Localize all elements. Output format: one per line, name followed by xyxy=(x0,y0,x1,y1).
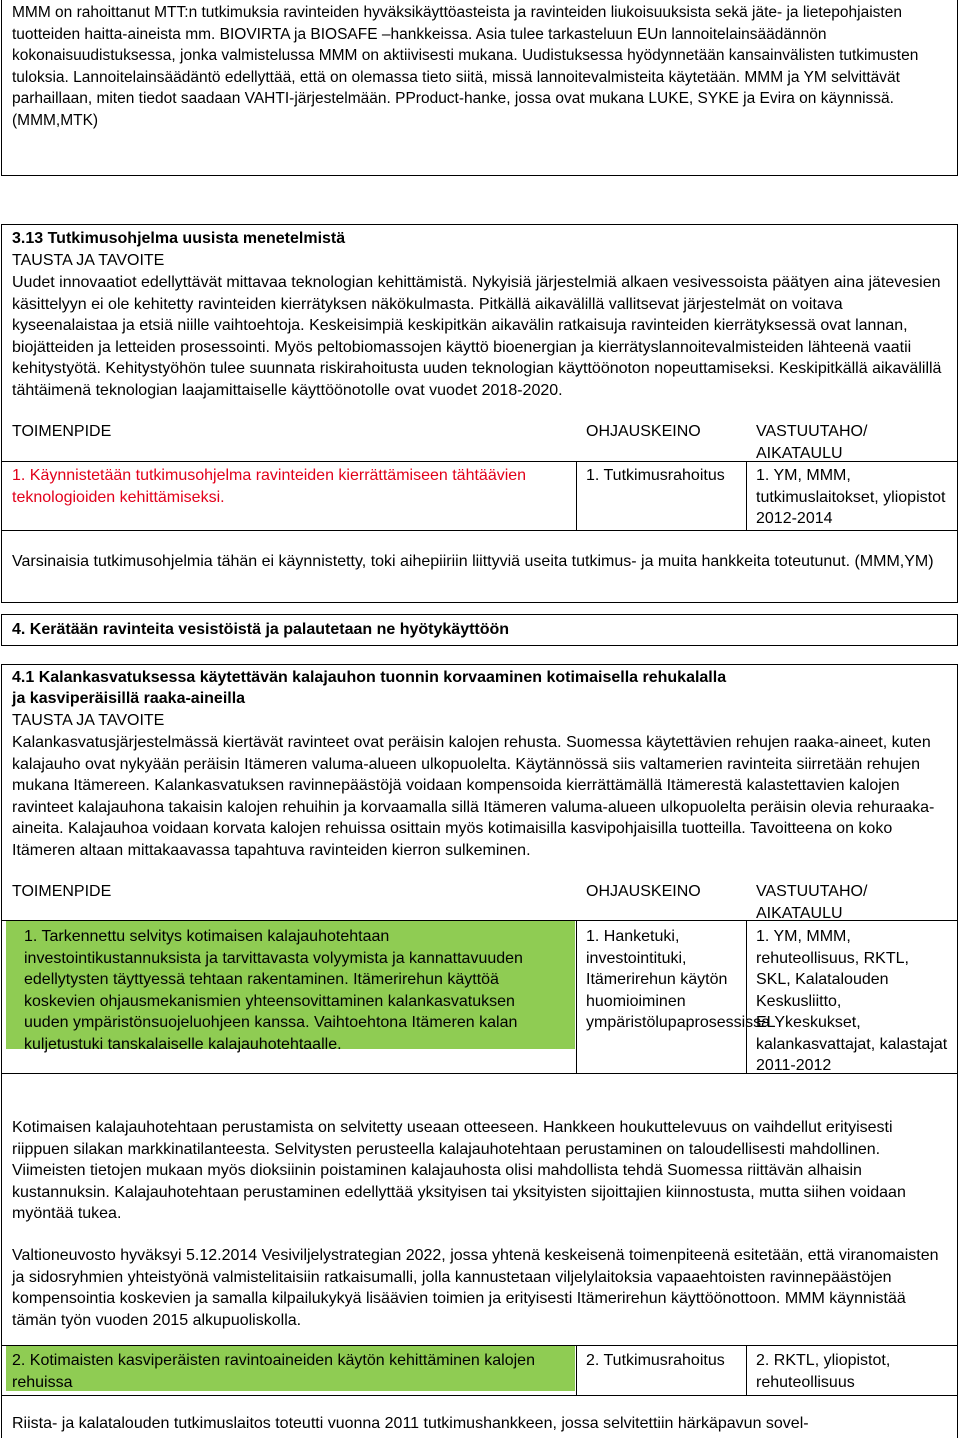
note-1: Kotimaisen kalajauhotehtaan perustamista on selvitetty useaan otteeseen. Hankkeen houkuttelevuus on vaihdellut erityisesti riippuen silakan markkinatilanteesta. Selvitysten perusteella kalajauhotehtaan perustaminen on taloudellisesti mahdollinen. Viimeisten tietojen mukaan myös dioksiinin poistaminen kalajauhosta olisi mahdollista tehdä Suomessa riittävän alhaisin kustannuksin. Kalajauhotehtaan perustaminen edellyttää yksityisen tai yksityisten sijoittajien kiinnostusta, mutta siihen voidaan myöntää tukea. xyxy=(12,1119,906,1222)
col-header-instrument: OHJAUSKEINO xyxy=(586,883,701,900)
note-3: Riista- ja kalatalouden tutkimuslaitos toteutti vuonna 2011 tutkimushankkeen, jossa selvitettiin härkäpavun sovel- xyxy=(12,1415,809,1432)
col-header-measure: TOIMENPIDE xyxy=(12,883,112,900)
divider xyxy=(2,1395,957,1396)
col-header-schedule: AIKATAULU xyxy=(756,445,843,462)
responsible-1: 1. YM, MMM, tutkimuslaitokset, yliopistot 2012-2014 xyxy=(756,467,946,527)
section-313-box xyxy=(1,224,958,603)
note-2: Valtioneuvosto hyväksyi 5.12.2014 Vesiviljelystrategian 2022, jossa yhtenä keskeisenä toimenpiteenä esitetään, että viranomaisten ja sidosryhmien yhteistyönä valmistelitaisiin ratkaisumalli, jolla kannustetaan viljelylaitoksia vapaaehtoisten ravinnepäästöjen kompensointia koskevien ja samalla kilpailukykyä lisäävien toimien ja erityisesti Itämerirehun käyttöönottoon. MMM käynnistää tämän työn vuoden 2015 alkupuoliskolla. xyxy=(12,1247,939,1329)
instrument-2: 2. Tutkimusrahoitus xyxy=(586,1352,725,1369)
measure-1: 1. Tarkennettu selvitys kotimaisen kalajauhotehtaan investointikustannuksista ja tarvittavasta volyymista ja kannattavuuden edellytysten täyttyessä tehtaan rakentaminen. Itämerirehun käyttöä koskevien ohjausmekanismien yhteensovittaminen kalankasvatuksen uuden ympäristönsuojeluohjeen kanssa. Vaihtoehtona Itämeren kalan kuljetustuki tanskalaiselle kalajauhotehtaalle. xyxy=(24,928,523,1053)
col-header-responsible: VASTUUTAHO/ xyxy=(756,883,868,900)
col-header-schedule: AIKATAULU xyxy=(756,905,843,922)
col-header-instrument: OHJAUSKEINO xyxy=(586,423,701,440)
section-313-note: Varsinaisia tutkimusohjelmia tähän ei käynnistetty, toki aihepiiriin liittyviä useita tutkimus- ja muita hankkeita toteutunut. (MMM,YM) xyxy=(12,553,934,570)
instrument-1: 1. Hanketuki, investointituki, Itämerirehun käytön huomioiminen ympäristölupaprosessissa xyxy=(586,928,771,1031)
section-313-body: Uudet innovaatiot edellyttävät mittavaa teknologian kehittämistä. Nykyisiä järjestelmiä alkaen vesivessoista päätyen aina jätevesien käsittelyyn ei ole kehitetty ravinteiden kierrätyksen näkökulmasta. Pitkällä aikavälillä vallitsevat järjestelmät on voitava kyseenalaistaa ja etsiä niille vaihtoehtoja. Keskeisimpiä keskipitkän aikavälin ratkaisuja ravinteiden kierrätyksessä ovat lannan, biojätteiden ja letteiden prosessointi. Myös peltobiomassojen käyttö bioenergian ja kierrätyslannoitevalmisteiden lähteenä vaatii kehitystyötä. Kehitystyöhön tulee suunnata riskirahoitusta uuden teknologian käyttöönoton nopeuttamiseksi. Keskipitkällä aikavälillä tähtäimenä teknologian laajamittaiselle käyttöönotolle ovat vuodet 2018-2020. xyxy=(12,274,942,399)
divider xyxy=(746,1345,747,1395)
section-41-box xyxy=(1,664,958,1438)
measure-2: 2. Kotimaisten kasviperäisten ravintoaineiden käytön kehittäminen kalojen rehuissa xyxy=(12,1352,535,1391)
col-header-responsible: VASTUUTAHO/ xyxy=(756,423,868,440)
responsible-1: 1. YM, MMM, rehuteollisuus, RKTL, SKL, Kalatalouden Keskusliitto, ELYkeskukset, kalankasvattajat, kalastajat 2011-2012 xyxy=(756,928,948,1074)
instrument-1: 1. Tutkimusrahoitus xyxy=(586,467,725,484)
section-41-body: Kalankasvatusjärjestelmässä kiertävät ravinteet ovat peräisin kalojen rehusta. Suomessa käytettävien rehujen raaka-aineet, kuten kalajauho ovat nykyään peräisin Itämeren valuma-alueen ulkopuolelta. Käytännössä siis valtamerien ravinteita siirretään rehujen mukana Itämereen. Kalankasvatuksen ravinnepäästöjä voidaan kompensoida kierrättämällä Itämerestä kalastettavien kalojen ravinteet kalajauhona takaisin kalojen rehuihin ja korvaamalla sillä Itämeren valuma-alueen ulkopuolelta peräisin olevia rehuraaka-aineita. Kalajauhoa voidaan korvata kalojen rehuissa osittain myös kotimaisilla kasvipohjaisilla tuotteilla. Tavoitteena on koko Itämeren altaan mittakaavassa tapahtuva ravinteiden kierron sulkeminen. xyxy=(12,734,935,859)
section-4-box xyxy=(1,614,958,646)
section-41-title-line2: ja kasviperäisillä raaka-aineilla xyxy=(12,690,246,707)
divider xyxy=(576,1345,577,1395)
section-313-subtitle: TAUSTA JA TAVOITE xyxy=(12,252,165,269)
section-41-subtitle: TAUSTA JA TAVOITE xyxy=(12,712,165,729)
divider xyxy=(2,530,957,531)
section-313-title: 3.13 Tutkimusohjelma uusista menetelmistä xyxy=(12,230,346,247)
divider xyxy=(576,461,577,530)
top-text-box xyxy=(1,0,958,176)
divider xyxy=(746,461,747,530)
col-header-measure: TOIMENPIDE xyxy=(12,423,112,440)
divider xyxy=(2,461,957,462)
measure-1: 1. Käynnistetään tutkimusohjelma ravinteiden kierrättämiseen tähtäävien teknologioiden kehittämiseksi. xyxy=(12,467,527,506)
divider xyxy=(576,920,577,1073)
divider xyxy=(746,920,747,1073)
section-4-title: 4. Kerätään ravinteita vesistöistä ja palautetaan ne hyötykäyttöön xyxy=(12,621,510,638)
section-41-title-line1: 4.1 Kalankasvatuksessa käytettävän kalajauhon tuonnin korvaaminen kotimaisella rehukalalla xyxy=(12,669,727,686)
responsible-2: 2. RKTL, yliopistot, rehuteollisuus xyxy=(756,1352,891,1391)
top-box-text: MMM on rahoittanut MTT:n tutkimuksia ravinteiden hyväksikäyttöasteista ja ravinteiden liukoisuuksista sekä jäte- ja lietepohjaisten tuotteiden haitta-aineista mm. BIOVIRTA ja BIOSAFE –hankkeissa. Asia tulee tarkasteluun EUn lannoitelainsäädännön kokonaisuudistuksessa, jonka valmistelussa MMM on aktiivisesti mukana. Uudistuksessa hyödynnetään kansainvälisten tutkimusten tuloksia. Lannoitelainsäädäntö edellyttää, että on olemassa tieto siitä, missä lannoitevalmisteita käytetään. MMM ja YM selvittävät parhaillaan, miten tiedot saadaan VAHTI-järjestelmään. PProduct-hanke, jossa ovat mukana LUKE, SYKE ja Evira on käynnissä.(MMM,MTK) xyxy=(12,4,919,129)
